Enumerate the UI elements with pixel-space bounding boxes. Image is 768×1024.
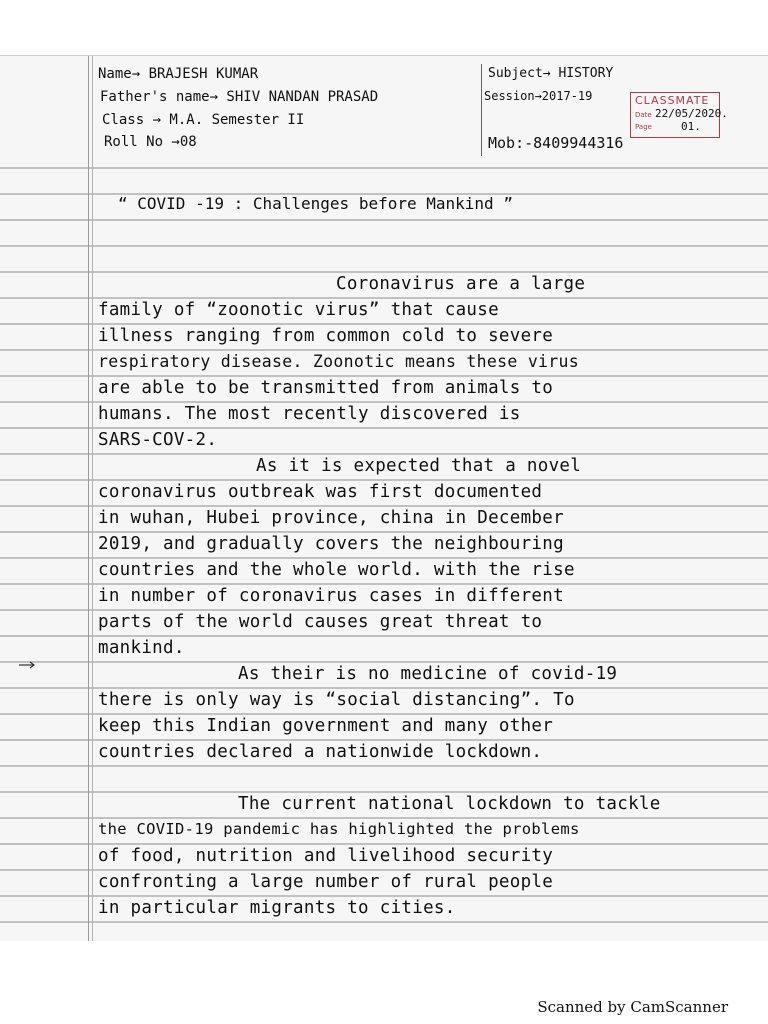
- essay-line: in wuhan, Hubei province, china in December: [98, 508, 564, 528]
- essay-line: The current national lockdown to tackle: [238, 794, 661, 814]
- stamp-page-label: Page: [635, 123, 652, 131]
- essay-line: Coronavirus are a large: [336, 274, 586, 294]
- essay-line: parts of the world causes great threat to: [98, 612, 543, 632]
- essay-line: illness ranging from common cold to severe: [98, 326, 554, 346]
- stamp-page-value: 01.: [681, 120, 701, 133]
- essay-line: SARS-COV-2.: [98, 430, 218, 450]
- notebook-page: [0, 55, 768, 941]
- essay-line: humans. The most recently discovered is: [98, 404, 521, 424]
- essay-line: are able to be transmitted from animals to: [98, 378, 554, 398]
- essay-line: there is only way is “social distancing”. To: [98, 690, 575, 710]
- father-name: Father's name→ SHIV NANDAN PRASAD: [100, 89, 379, 105]
- essay-line: the COVID-19 pandemic has highlighted the problems: [98, 820, 580, 838]
- margin-line-inner: [92, 56, 93, 941]
- stamp-date-value: 22/05/2020.: [655, 107, 728, 120]
- essay-line: As their is no medicine of covid-19: [238, 664, 618, 684]
- essay-line: mankind.: [98, 638, 185, 658]
- subject: Subject→ HISTORY: [488, 66, 614, 81]
- classmate-stamp: [630, 92, 728, 138]
- essay-title: “ COVID -19 : Challenges before Mankind ”: [118, 194, 513, 213]
- essay-line: keep this Indian government and many other: [98, 716, 554, 736]
- essay-line: respiratory disease. Zoonotic means these virus: [98, 352, 579, 371]
- session: Session→2017-19: [484, 89, 593, 103]
- essay-line: family of “zoonotic virus” that cause: [98, 300, 499, 320]
- stamp-date-label: Date: [635, 111, 652, 119]
- essay-line: in particular migrants to cities.: [98, 898, 456, 918]
- essay-line: countries declared a nationwide lockdown.: [98, 742, 543, 762]
- essay-line: confronting a large number of rural people: [98, 872, 554, 892]
- header-divider: [481, 64, 482, 156]
- essay-line: 2019, and gradually covers the neighbouring: [98, 534, 564, 554]
- class-info: Class → M.A. Semester II: [102, 112, 305, 128]
- roll-number: Roll No →08: [104, 134, 197, 150]
- essay-line: countries and the whole world. with the rise: [98, 560, 575, 580]
- mobile-number: Mob:-8409944316: [488, 134, 624, 152]
- essay-line: of food, nutrition and livelihood security: [98, 846, 554, 866]
- margin-arrow-icon: [18, 660, 36, 670]
- scanner-watermark: Scanned by CamScanner: [537, 998, 728, 1016]
- essay-line: in number of coronavirus cases in different: [98, 586, 564, 606]
- margin-line: [88, 56, 89, 941]
- essay-line: coronavirus outbreak was first documented: [98, 482, 543, 502]
- student-name: Name→ BRAJESH KUMAR: [98, 66, 259, 82]
- stamp-brand: CLASSMATE: [635, 94, 710, 107]
- essay-line: As it is expected that a novel: [256, 456, 582, 476]
